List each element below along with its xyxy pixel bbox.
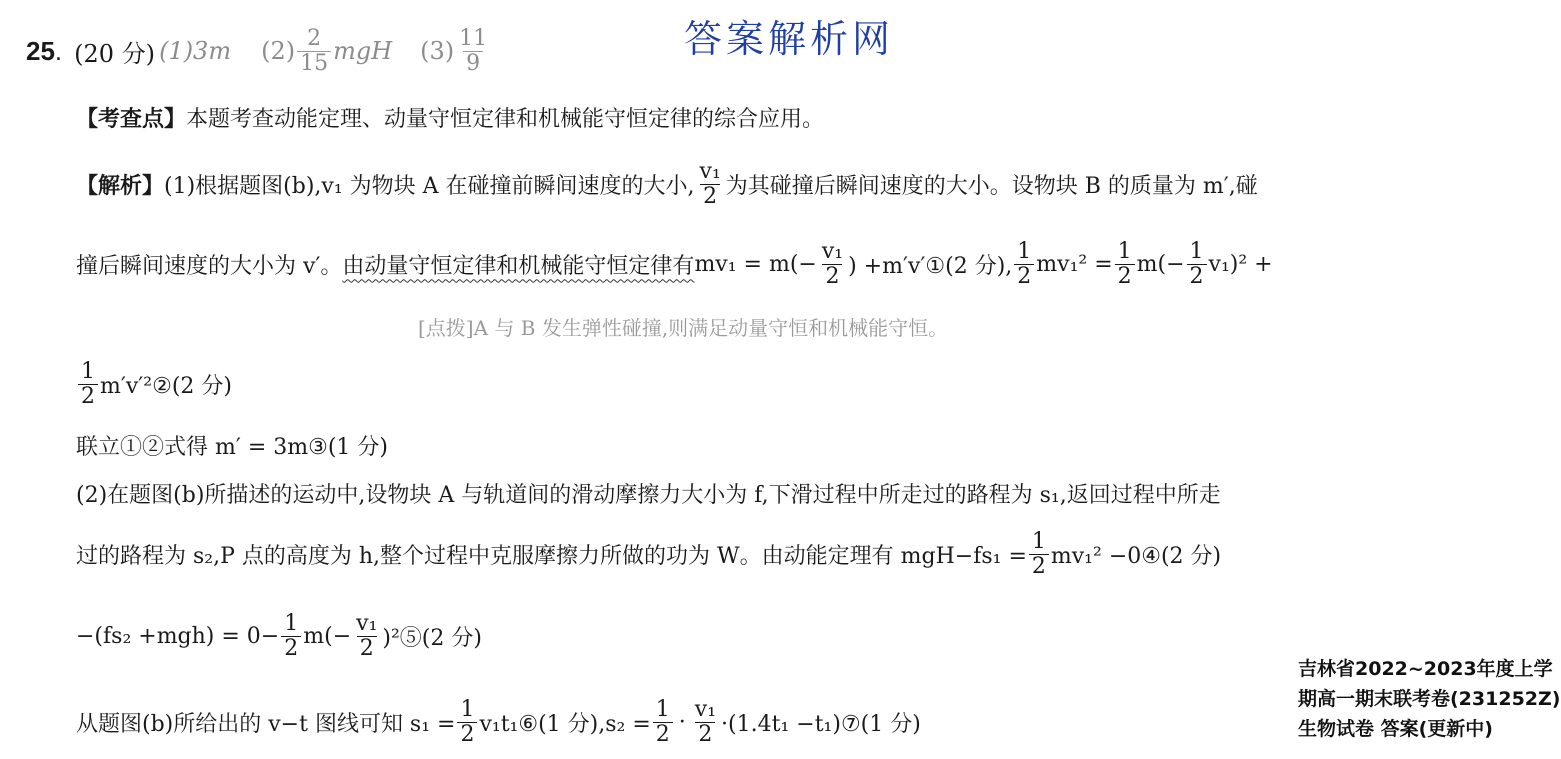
energy-equation-b: m(− xyxy=(1136,251,1185,277)
analysis-line-6-text-b: mv₁² −0④(2 分) xyxy=(1050,543,1222,569)
distance-fraction-3 xyxy=(692,698,719,745)
momentum-fraction xyxy=(819,240,846,287)
analysis-label: 【解析】 xyxy=(76,172,165,199)
analysis-line-3-text: m′v′²②(2 分) xyxy=(100,373,232,399)
fraction-denominator: 2 xyxy=(822,264,842,288)
v1-half-fraction xyxy=(697,160,724,207)
work-energy-fraction xyxy=(1029,530,1049,577)
question-number: 25 xyxy=(26,35,55,66)
distance-fraction-2 xyxy=(653,698,673,745)
key-point-label: 【考查点】 xyxy=(76,106,187,132)
question-header: 25 . (20 分) (1)3m (2) $\frac{2}{15}$ mgH (3) $\frac{11}{9}$ xyxy=(26,20,492,82)
fraction-numerator: 1 xyxy=(284,611,299,637)
energy-equation-a: mv₁² = xyxy=(1036,251,1113,277)
fraction-denominator: 2 xyxy=(1187,264,1207,288)
fraction-numerator: v₁ xyxy=(694,697,717,723)
fraction-numerator: 1 xyxy=(1189,239,1204,265)
answer-3-prefix: (3) xyxy=(420,37,455,65)
wavy-underlined-text: 由动量守恒定律和机械能守恒定律有 xyxy=(342,253,695,279)
fraction-denominator: 2 xyxy=(695,722,715,746)
fraction-denominator: 2 xyxy=(78,384,98,408)
analysis-line-7-text-a: −(fs₂ +mgh) = 0− xyxy=(76,623,280,649)
fraction-numerator: 1 xyxy=(1031,529,1046,555)
fraction-denominator: 2 xyxy=(1014,264,1034,288)
fraction-numerator: v₁ xyxy=(699,159,721,185)
fraction-denominator: 2 xyxy=(700,184,720,208)
analysis-line-4: 联立①②式得 m′ = 3m③(1 分) xyxy=(76,435,389,460)
analysis-line-3 xyxy=(76,352,232,416)
analysis-line-8-text-a: 从题图(b)所给出的 v−t 图线可知 s₁ = xyxy=(76,711,456,737)
answer-2-denominator: 15 xyxy=(297,51,331,75)
analysis-line-5: (2)在题图(b)所描述的运动中,设物块 A 与轨道间的滑动摩擦力大小为 f,下滑过程中所走过的路程为 s₁,返回过程中所走 xyxy=(76,483,1221,508)
energy-fraction-2 xyxy=(1115,240,1135,287)
fraction-numerator: 1 xyxy=(1017,239,1032,265)
analysis-line-1 xyxy=(76,152,1258,216)
analysis-line-6-text-a: 过的路程为 s₂,P 点的高度为 h,整个过程中克服摩擦力所做的功为 W。由动能定理有 mgH−fs₁ = xyxy=(76,543,1027,569)
fraction-denominator: 2 xyxy=(653,722,673,746)
fraction-numerator: 1 xyxy=(460,697,475,723)
analysis-line-2-text-a: 撞后瞬间速度的大小为 v′。 xyxy=(76,253,343,279)
analysis-line-7 xyxy=(76,604,482,668)
analysis-line-1-text-a: (1)根据题图(b),v₁ 为物块 A 在碰撞前瞬间速度的大小, xyxy=(164,173,695,199)
analysis-line-7-text-c: )²⑤(2 分) xyxy=(382,625,482,651)
fraction-denominator: 2 xyxy=(457,722,477,746)
hint-note: [点拨]A 与 B 发生弹性碰撞,则满足动量守恒和机械能守恒。 xyxy=(418,316,949,340)
key-point-text: 本题考查动能定理、动量守恒定律和机械能守恒定律的综合应用。 xyxy=(186,107,825,132)
fraction-numerator: 1 xyxy=(655,697,670,723)
analysis-line-8 xyxy=(76,690,921,754)
fraction-numerator: 1 xyxy=(1117,239,1132,265)
answer-2-numerator: 2 xyxy=(307,26,322,52)
answer-2-suffix: mgH xyxy=(333,37,393,65)
energy-fraction-4 xyxy=(78,360,98,407)
energy-equation-c: v₁)² + xyxy=(1208,251,1273,277)
return-fraction-1 xyxy=(281,612,301,659)
question-score: (20 分) xyxy=(74,39,156,68)
multiply-dot: · xyxy=(678,709,686,735)
return-fraction-2 xyxy=(353,612,380,659)
answer-2-fraction xyxy=(297,27,331,74)
energy-fraction-1 xyxy=(1014,240,1034,287)
fraction-numerator: 1 xyxy=(81,359,95,385)
answer-3-fraction xyxy=(456,27,490,74)
fraction-denominator: 2 xyxy=(1029,554,1049,578)
answer-2-prefix: (2) xyxy=(261,37,296,65)
analysis-line-7-text-b: m(− xyxy=(303,623,352,649)
fraction-numerator: v₁ xyxy=(356,611,378,637)
fraction-denominator: 2 xyxy=(357,636,377,660)
watermark-title: 答案解析网 xyxy=(684,17,895,61)
distance-fraction-1 xyxy=(457,698,477,745)
momentum-equation-b: ) +m′v′①(2 分), xyxy=(848,253,1013,279)
energy-fraction-3 xyxy=(1187,240,1207,287)
answer-3-denominator: 9 xyxy=(463,51,483,75)
analysis-line-2 xyxy=(76,232,1273,296)
key-point xyxy=(76,102,824,133)
corner-source-note: 吉林省2022~2023年度上学期高一期末联考卷(231252Z)生物试卷 答案(更新中) xyxy=(1298,658,1561,740)
fraction-denominator: 2 xyxy=(281,636,301,660)
answer-1: (1)3m xyxy=(159,37,232,65)
fraction-denominator: 2 xyxy=(1115,264,1135,288)
analysis-line-8-text-b: v₁t₁⑥(1 分),s₂ = xyxy=(479,711,651,737)
analysis-line-6 xyxy=(76,522,1221,586)
answer-3-numerator: 11 xyxy=(459,26,488,52)
fraction-numerator: v₁ xyxy=(821,239,844,265)
momentum-equation-a: mv₁ = m(− xyxy=(694,251,817,277)
analysis-line-8-text-d: ·(1.4t₁ −t₁)⑦(1 分) xyxy=(721,711,921,737)
analysis-line-1-text-b: 为其碰撞后瞬间速度的大小。设物块 B 的质量为 m′,碰 xyxy=(725,173,1258,199)
